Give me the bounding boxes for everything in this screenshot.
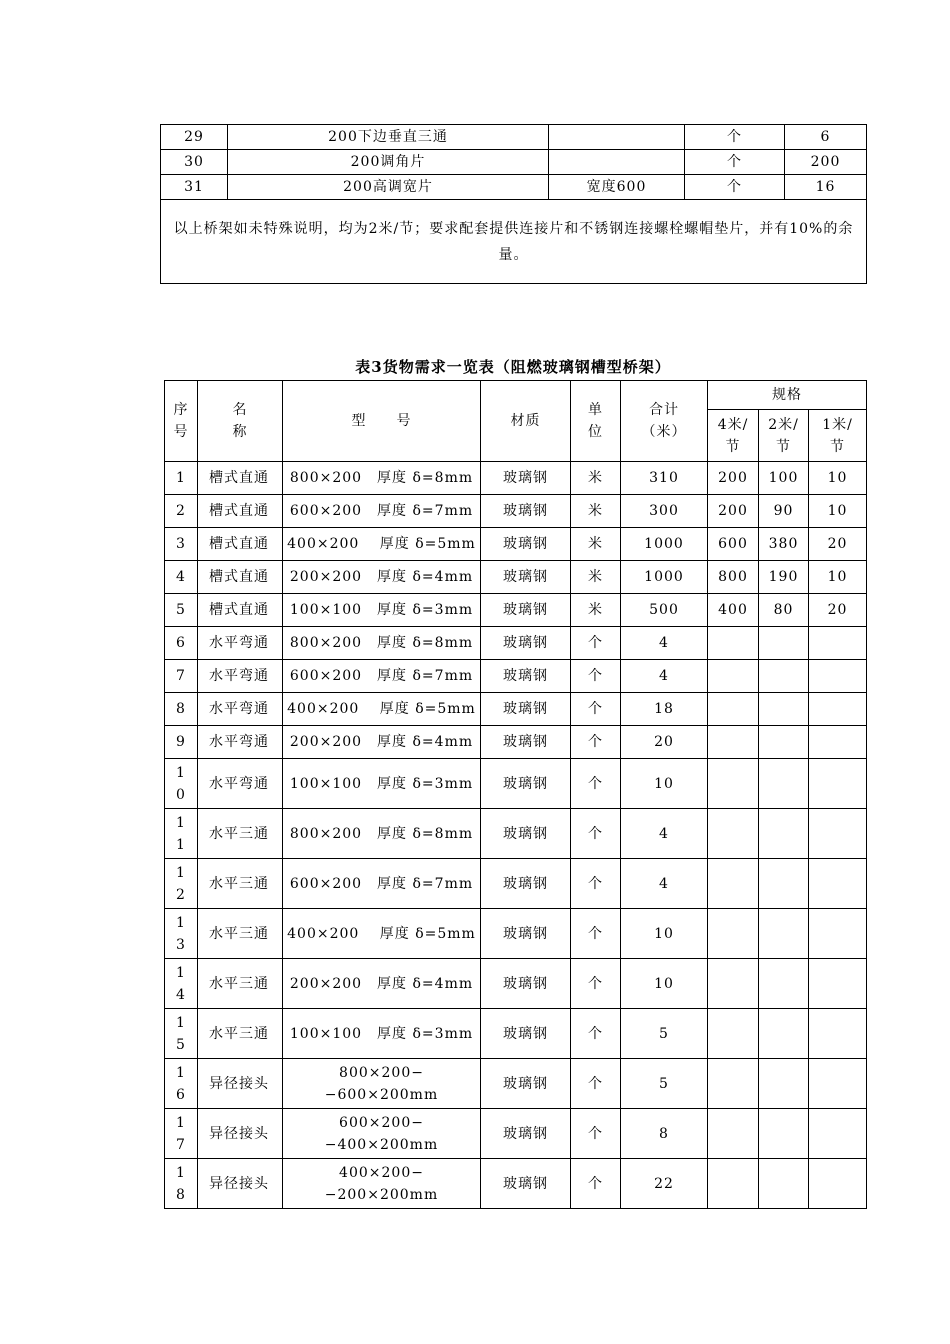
cell-total: 8 (621, 1109, 708, 1159)
table-row (165, 1009, 867, 1059)
cell-unit: 个 (571, 909, 621, 959)
top-cell-unit: 个 (685, 150, 785, 175)
table-row (165, 759, 867, 809)
table3-title: 表3货物需求一览表（阻燃玻璃钢槽型桥架） (355, 358, 671, 376)
table-row (165, 528, 867, 561)
cell-no-digit: 4 (176, 569, 186, 585)
top-cell-name: 200调角片 (228, 150, 549, 175)
table-row (165, 726, 867, 759)
top-cell-no: 29 (161, 125, 228, 150)
cell-unit: 米 (571, 462, 621, 495)
cell-no (165, 1159, 198, 1209)
cell-m4 (708, 859, 759, 909)
cell-m4 (708, 1009, 759, 1059)
cell-m2: 80 (759, 594, 809, 627)
cell-no-digit: 1 (176, 864, 186, 881)
cell-m2 (759, 726, 809, 759)
cell-total: 310 (621, 462, 708, 495)
cell-m1 (809, 759, 867, 809)
cell-no-digit: 6 (176, 1086, 186, 1103)
header-name-text: 名称 (232, 402, 248, 440)
cell-m2: 100 (759, 462, 809, 495)
cell-m1 (809, 726, 867, 759)
cell-m2: 90 (759, 495, 809, 528)
cell-material: 玻璃钢 (481, 627, 571, 660)
table-row (165, 1059, 867, 1109)
cell-no-digit: 1 (176, 1064, 186, 1081)
cell-m4: 200 (708, 495, 759, 528)
cell-no (165, 561, 198, 594)
cell-model: 800×200 厚度 δ=8mm (283, 627, 481, 660)
top-cell-qty: 6 (785, 125, 867, 150)
cell-no-digit: 4 (176, 986, 186, 1003)
cell-no-digit: 3 (176, 536, 186, 552)
cell-m4 (708, 660, 759, 693)
cell-no (165, 726, 198, 759)
cell-total: 4 (621, 809, 708, 859)
cell-m4 (708, 809, 759, 859)
table-row (161, 175, 867, 200)
table-row (161, 125, 867, 150)
cell-unit: 米 (571, 495, 621, 528)
cell-m4: 200 (708, 462, 759, 495)
cell-total: 300 (621, 495, 708, 528)
cell-material: 玻璃钢 (481, 462, 571, 495)
cell-no-digit: 1 (176, 814, 186, 831)
table-row (165, 561, 867, 594)
table-row (165, 959, 867, 1009)
cell-m1 (809, 1009, 867, 1059)
cell-material: 玻璃钢 (481, 693, 571, 726)
cell-model: 600×200 厚度 δ=7mm (283, 859, 481, 909)
cell-total: 4 (621, 627, 708, 660)
top-cell-spec (549, 150, 685, 175)
cell-model: 800×200 厚度 δ=8mm (283, 809, 481, 859)
cell-m4 (708, 759, 759, 809)
table-row (165, 1109, 867, 1159)
cell-m4: 600 (708, 528, 759, 561)
cell-material: 玻璃钢 (481, 759, 571, 809)
cell-m4 (708, 1109, 759, 1159)
top-note-row (161, 200, 867, 284)
cell-name: 水平弯通 (198, 759, 283, 809)
cell-total: 22 (621, 1159, 708, 1209)
cell-name: 水平弯通 (198, 693, 283, 726)
cell-m1 (809, 859, 867, 909)
cell-m2 (759, 1109, 809, 1159)
cell-m2 (759, 1009, 809, 1059)
cell-m1 (809, 1159, 867, 1209)
cell-m2 (759, 759, 809, 809)
cell-no (165, 909, 198, 959)
table-row (165, 859, 867, 909)
cell-unit: 个 (571, 726, 621, 759)
cell-unit: 个 (571, 759, 621, 809)
table-row (165, 627, 867, 660)
cell-total: 4 (621, 660, 708, 693)
header-unit-text: 单位 (588, 402, 603, 440)
cell-no-digit: 1 (176, 1114, 186, 1131)
cell-m4: 400 (708, 594, 759, 627)
cell-total: 500 (621, 594, 708, 627)
header-name (198, 381, 283, 462)
cell-material: 玻璃钢 (481, 561, 571, 594)
cell-no-digit: 5 (176, 602, 186, 618)
cell-name: 水平弯通 (198, 627, 283, 660)
cell-unit: 个 (571, 959, 621, 1009)
header-spec4-text: 4米/节 (717, 416, 749, 455)
cell-no (165, 1009, 198, 1059)
cell-unit: 个 (571, 859, 621, 909)
cell-m1 (809, 909, 867, 959)
cell-name: 水平三通 (198, 859, 283, 909)
top-cell-unit: 个 (685, 175, 785, 200)
cell-model: 100×100 厚度 δ=3mm (283, 1009, 481, 1059)
cell-material: 玻璃钢 (481, 1109, 571, 1159)
cell-m2 (759, 1159, 809, 1209)
header-unit (571, 381, 621, 462)
cell-model: 400×200 厚度 δ=5mm (283, 909, 481, 959)
cell-name: 水平三通 (198, 1009, 283, 1059)
cell-material: 玻璃钢 (481, 1009, 571, 1059)
cell-total: 5 (621, 1059, 708, 1109)
cell-unit: 米 (571, 594, 621, 627)
header-spec: 规格 (708, 381, 867, 410)
cell-unit: 个 (571, 693, 621, 726)
top-cell-spec: 宽度600 (549, 175, 685, 200)
cell-no-digit: 1 (176, 1014, 186, 1031)
cell-no-digit: 2 (176, 886, 186, 903)
cell-material: 玻璃钢 (481, 959, 571, 1009)
cell-m1 (809, 660, 867, 693)
cell-m1: 10 (809, 495, 867, 528)
cell-unit: 个 (571, 1059, 621, 1109)
cell-model: 600×200−−400×200mm (283, 1109, 481, 1159)
cell-name: 水平三通 (198, 809, 283, 859)
cell-m4: 800 (708, 561, 759, 594)
cell-name: 槽式直通 (198, 561, 283, 594)
header-no-text: 序号 (173, 402, 189, 440)
cell-unit: 个 (571, 627, 621, 660)
cell-total: 10 (621, 759, 708, 809)
header-no (165, 381, 198, 462)
cell-m4 (708, 1159, 759, 1209)
top-table-note: 以上桥架如未特殊说明，均为2米/节；要求配套提供连接片和不锈钢连接螺栓螺帽垫片，并有10%的余量。 (161, 200, 867, 284)
cell-name: 异径接头 (198, 1059, 283, 1109)
header-model: 型 号 (283, 381, 481, 462)
cell-total: 20 (621, 726, 708, 759)
cell-m1 (809, 959, 867, 1009)
cell-m1: 20 (809, 528, 867, 561)
cell-m2: 190 (759, 561, 809, 594)
cell-name: 槽式直通 (198, 594, 283, 627)
cell-name: 水平弯通 (198, 660, 283, 693)
cell-name: 槽式直通 (198, 528, 283, 561)
cell-unit: 米 (571, 561, 621, 594)
cell-m2 (759, 1059, 809, 1109)
cell-material: 玻璃钢 (481, 1159, 571, 1209)
cell-m4 (708, 1059, 759, 1109)
cell-material: 玻璃钢 (481, 1059, 571, 1109)
cell-no-digit: 6 (176, 635, 186, 651)
table-row (161, 150, 867, 175)
cell-material: 玻璃钢 (481, 859, 571, 909)
cell-total: 10 (621, 909, 708, 959)
cell-m2 (759, 809, 809, 859)
cell-no (165, 594, 198, 627)
cell-model: 600×200 厚度 δ=7mm (283, 660, 481, 693)
cell-unit: 个 (571, 809, 621, 859)
header-spec4 (708, 410, 759, 462)
cell-no-digit: 1 (176, 914, 186, 931)
cell-unit: 个 (571, 1009, 621, 1059)
top-cell-spec (549, 125, 685, 150)
cell-no-digit: 1 (176, 1164, 186, 1181)
cell-no-digit: 3 (176, 936, 186, 953)
cell-no (165, 859, 198, 909)
cell-model: 200×200 厚度 δ=4mm (283, 726, 481, 759)
top-table-body (161, 125, 867, 284)
cell-model: 200×200 厚度 δ=4mm (283, 959, 481, 1009)
cell-m2 (759, 859, 809, 909)
cell-no-digit: 2 (176, 503, 186, 519)
cell-no-digit: 1 (176, 964, 186, 981)
cell-no-digit: 7 (176, 668, 186, 684)
top-table (160, 124, 867, 284)
header-spec2-text: 2米/节 (768, 416, 799, 455)
cell-unit: 米 (571, 528, 621, 561)
cell-m4 (708, 627, 759, 660)
cell-no (165, 528, 198, 561)
cell-name: 水平三通 (198, 909, 283, 959)
cell-m1: 20 (809, 594, 867, 627)
cell-model: 400×200−−200×200mm (283, 1159, 481, 1209)
cell-total: 1000 (621, 561, 708, 594)
cell-m2 (759, 627, 809, 660)
cell-no-digit: 1 (176, 836, 186, 853)
cell-name: 异径接头 (198, 1109, 283, 1159)
cell-no (165, 1109, 198, 1159)
table-row (165, 660, 867, 693)
cell-no (165, 1059, 198, 1109)
cell-model: 100×100 厚度 δ=3mm (283, 759, 481, 809)
header-material: 材质 (481, 381, 571, 462)
table-row (165, 693, 867, 726)
cell-model: 400×200 厚度 δ=5mm (283, 528, 481, 561)
top-cell-no: 31 (161, 175, 228, 200)
cell-total: 1000 (621, 528, 708, 561)
table3-body (165, 381, 867, 1209)
cell-m2 (759, 959, 809, 1009)
cell-material: 玻璃钢 (481, 660, 571, 693)
cell-no (165, 495, 198, 528)
top-cell-qty: 16 (785, 175, 867, 200)
cell-name: 水平三通 (198, 959, 283, 1009)
cell-material: 玻璃钢 (481, 726, 571, 759)
table-row (165, 594, 867, 627)
table-row (165, 1159, 867, 1209)
cell-no (165, 809, 198, 859)
cell-no (165, 693, 198, 726)
top-cell-unit: 个 (685, 125, 785, 150)
cell-total: 18 (621, 693, 708, 726)
cell-m1: 10 (809, 561, 867, 594)
cell-material: 玻璃钢 (481, 594, 571, 627)
cell-m1: 10 (809, 462, 867, 495)
cell-m1 (809, 1109, 867, 1159)
cell-total: 4 (621, 859, 708, 909)
cell-no (165, 462, 198, 495)
cell-unit: 个 (571, 1159, 621, 1209)
top-cell-name: 200下边垂直三通 (228, 125, 549, 150)
cell-model: 200×200 厚度 δ=4mm (283, 561, 481, 594)
cell-no-digit: 7 (176, 1136, 186, 1153)
cell-model: 400×200 厚度 δ=5mm (283, 693, 481, 726)
cell-no (165, 759, 198, 809)
cell-unit: 个 (571, 660, 621, 693)
cell-total: 10 (621, 959, 708, 1009)
header-spec1 (809, 410, 867, 462)
cell-m4 (708, 693, 759, 726)
cell-material: 玻璃钢 (481, 909, 571, 959)
cell-no-digit: 9 (176, 734, 186, 750)
cell-name: 槽式直通 (198, 462, 283, 495)
table-row (165, 462, 867, 495)
cell-unit: 个 (571, 1109, 621, 1159)
cell-model: 800×200−−600×200mm (283, 1059, 481, 1109)
cell-model: 100×100 厚度 δ=3mm (283, 594, 481, 627)
header-total-text: 合计（米） (641, 402, 687, 440)
cell-m4 (708, 726, 759, 759)
cell-m4 (708, 959, 759, 1009)
cell-name: 槽式直通 (198, 495, 283, 528)
table-row (165, 495, 867, 528)
cell-m2 (759, 693, 809, 726)
cell-no-digit: 1 (176, 470, 186, 486)
cell-no (165, 959, 198, 1009)
top-cell-qty: 200 (785, 150, 867, 175)
cell-material: 玻璃钢 (481, 809, 571, 859)
cell-no-digit: 5 (176, 1036, 186, 1053)
cell-m1 (809, 693, 867, 726)
cell-material: 玻璃钢 (481, 528, 571, 561)
cell-no-digit: 1 (176, 764, 186, 781)
cell-m1 (809, 627, 867, 660)
cell-no-digit: 8 (176, 1186, 186, 1203)
table-row (165, 809, 867, 859)
cell-no (165, 627, 198, 660)
header-spec2 (759, 410, 809, 462)
cell-name: 水平弯通 (198, 726, 283, 759)
top-cell-name: 200高调宽片 (228, 175, 549, 200)
header-spec1-text: 1米/节 (822, 416, 853, 455)
cell-name: 异径接头 (198, 1159, 283, 1209)
cell-m1 (809, 1059, 867, 1109)
cell-material: 玻璃钢 (481, 495, 571, 528)
cell-m4 (708, 909, 759, 959)
header-total (621, 381, 708, 462)
cell-total: 5 (621, 1009, 708, 1059)
table3-header-row (165, 381, 867, 410)
cell-no (165, 660, 198, 693)
cell-no-digit: 8 (176, 701, 186, 717)
cell-model: 800×200 厚度 δ=8mm (283, 462, 481, 495)
table3 (164, 380, 867, 1209)
cell-no-digit: 0 (176, 786, 186, 803)
cell-m2: 380 (759, 528, 809, 561)
table-row (165, 909, 867, 959)
cell-model: 600×200 厚度 δ=7mm (283, 495, 481, 528)
cell-m1 (809, 809, 867, 859)
cell-m2 (759, 909, 809, 959)
top-cell-no: 30 (161, 150, 228, 175)
cell-m2 (759, 660, 809, 693)
